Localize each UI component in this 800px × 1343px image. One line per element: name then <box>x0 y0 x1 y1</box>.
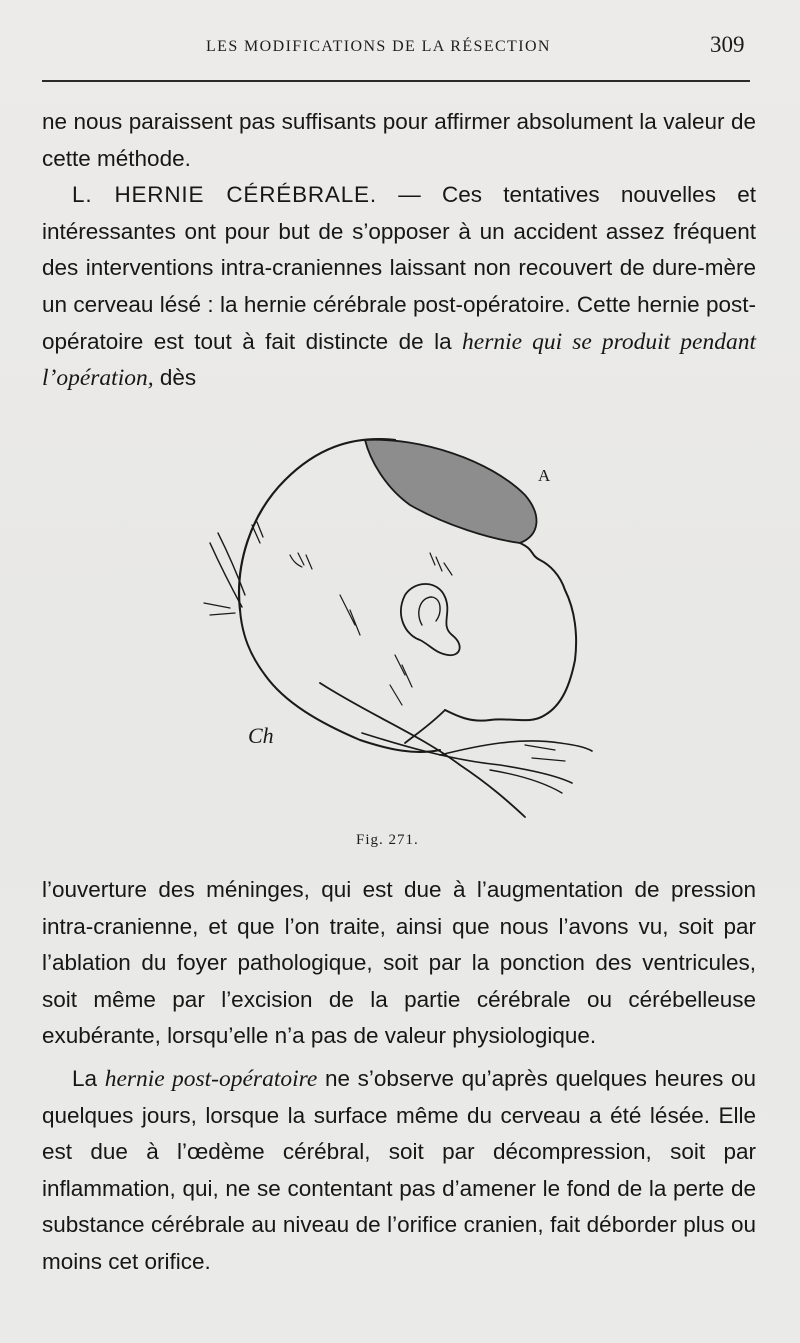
page-number: 309 <box>710 32 745 57</box>
figure-caption: Fig. 271. <box>356 832 419 848</box>
paragraph-4-text-a: La <box>72 1065 105 1091</box>
skull-outline <box>239 439 395 610</box>
hair-stroke <box>290 553 312 569</box>
ear-outline <box>401 584 460 655</box>
forehead-outline <box>445 543 576 721</box>
hernia-mass <box>365 440 536 543</box>
text-block-top <box>42 104 756 397</box>
sheet-line <box>490 770 562 793</box>
paragraph-2-text-a: — Ces tentatives nouvelles et intéressantes ont pour but de s’opposer à un accident assez fréquent des interventions intra-craniennes laissant non recouvert de dure-mère un cerveau lésé : la hernie cérébrale post-opératoire. Cette hernie post-opératoire est tout à fait distincte de la <box>42 182 756 354</box>
paragraph-2 <box>42 177 756 397</box>
hair-stroke <box>204 603 235 615</box>
artist-signature: Ch <box>248 723 274 748</box>
text-block-bottom <box>42 872 756 1281</box>
ear-inner <box>419 597 440 625</box>
paragraph-1: ne nous paraissent pas suffisants pour affirmer absolument la valeur de cette méthode. <box>42 109 756 171</box>
header-rule <box>42 80 750 82</box>
paragraph-4 <box>42 1061 756 1281</box>
paragraph-2-text-b: dès <box>153 365 197 391</box>
head-hernia-illustration <box>190 425 620 830</box>
paragraph-2-italic: hernie qui se produit pendant l’opération, <box>42 328 756 392</box>
figure-label-a: A <box>538 466 551 485</box>
chin-face-line <box>405 710 445 743</box>
running-head <box>0 28 800 68</box>
paragraph-4-text-b: ne s’observe qu’après quelques heures ou quelques jours, lorsque la surface même du cerveau a été lésée. Elle est due à l’œdème cérébral, soit par décompression, soit par inflammation, qui, ne se contentant pas d’amener le fond de la perte de substance cérébrale au niveau de l’orifice cranien, fait déborder plus ou moins cet orifice. <box>42 1065 757 1274</box>
paragraph-4-italic: hernie post-opératoire <box>104 1065 318 1092</box>
running-title: LES MODIFICATIONS DE LA RÉSECTION <box>206 38 551 55</box>
hair-stroke <box>430 553 452 575</box>
paragraph-3: l’ouverture des méninges, qui est due à l’augmentation de pression intra-cranienne, et que l’on traite, ainsi que nous l’avons vu, soit par l’ablation du foyer pathologique, soit par la ponction des ventricules, soit même par l’excision de la partie cérébrale ou cérébelleuse exubérante, lorsqu’elle n’a pas de valeur physiologique. <box>42 877 756 1049</box>
section-heading: L. HERNIE CÉRÉBRALE. <box>72 182 377 208</box>
sheet-line <box>440 741 592 755</box>
figure-271 <box>190 425 620 830</box>
sheet-line <box>525 745 565 761</box>
